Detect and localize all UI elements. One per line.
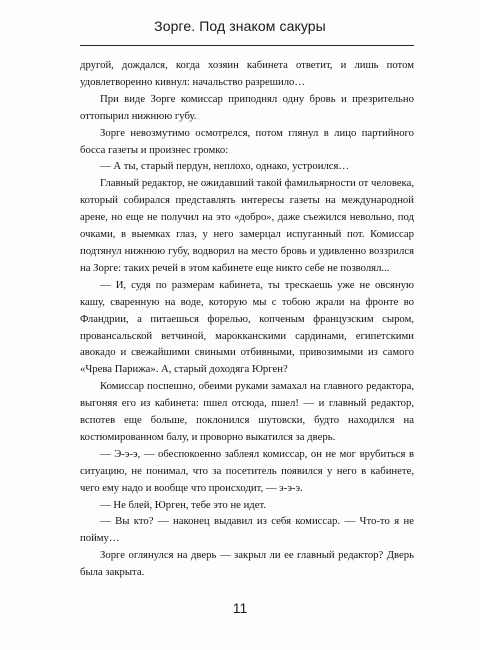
body-text	[80, 57, 414, 581]
paragraph: Зорге оглянулся на дверь — закрыл ли ее главный редактор? Дверь была закрыта.	[80, 549, 414, 579]
paragraph: — Вы кто? — наконец выдавил из себя комиссар. — Что-то я не пойму…	[80, 515, 414, 545]
paragraph: При виде Зорге комиссар приподнял одну бровь и презрительно оттопырил нижнюю губу.	[80, 92, 414, 122]
paragraph: — Не блей, Юрген, тебе это не идет.	[100, 498, 267, 511]
paragraph: Комиссар поспешно, обеими руками замахал на главного редактора, выгоняя его из кабинета: пшел отсюда, пшел! — и главный редактор, вспотев еще больше, поклонился шутовски, будто находился на костюмированном балу, и проворно выкатился за дверь.	[80, 380, 414, 443]
header-rule	[80, 45, 414, 46]
paragraph: — И, судя по размерам кабинета, ты трескаешь уже не овсяную кашу, сваренную на воде, которую мы с тобою жрали на фронте во Фландрии, а питаешься форелью, копченым французским сыром, провансальской ветчиной, марокканскими сардинами, египетскими авокадо и свежайшими свиными отбивными, привозимыми из самого «Чрева Парижа». А, старый доходяга Юрген?	[80, 278, 414, 376]
paragraph: — Э-э-э, — обеспокоенно заблеял комиссар, он не мог врубиться в ситуацию, не понимал, что за посетитель появился у него в кабинете, чего ему надо и вообще что происходит, — э-э-э.	[80, 447, 414, 494]
paragraph: Главный редактор, не ожидавший такой фамильярности от человека, который собирался представлять интересы газеты на международной арене, но еще не получил на это «добро», даже съежился невольно, под очками, в выемках глаз, у него замерцал испуганный пот. Комиссар подтянул нижнюю губу, водворил на место бровь и удивленно воззрился на Зорге: таких речей в этом кабинете еще никто себе не позволял...	[80, 177, 414, 274]
paragraph: Зорге невозмутимо осмотрелся, потом глянул в лицо партийного босса газеты и произнес громко:	[80, 126, 414, 156]
running-head: Зорге. Под знаком сакуры	[154, 18, 326, 34]
page-number: 11	[232, 600, 248, 616]
paragraph: — А ты, старый пердун, неплохо, однако, устроился…	[100, 160, 350, 173]
paragraph: другой, дождался, когда хозяин кабинета ответит, и лишь потом удовлетворенно кивнул: начальство разрешило…	[80, 59, 414, 88]
